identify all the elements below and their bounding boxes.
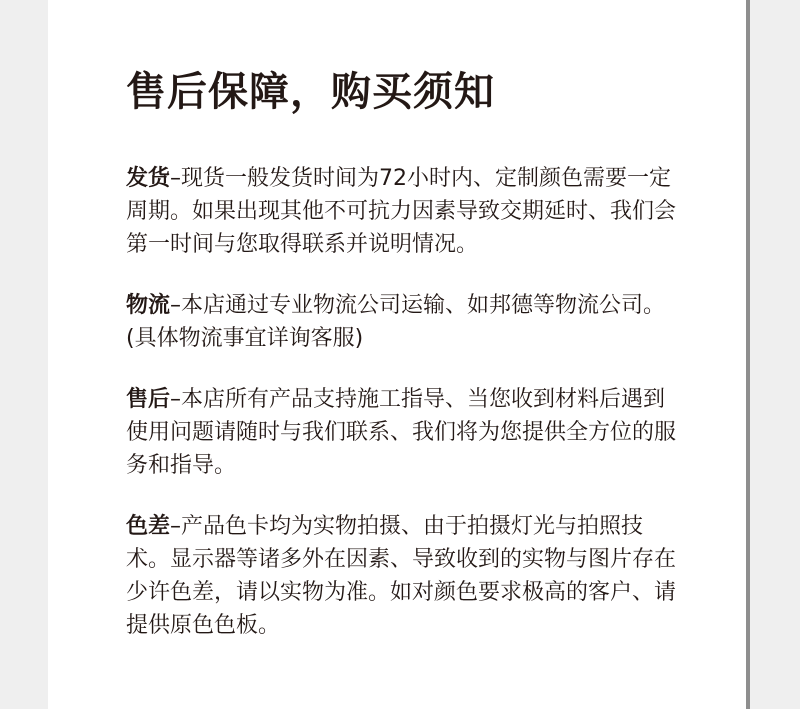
section-color-difference bbox=[126, 510, 686, 642]
section-text-color-difference: 产品色卡均为实物拍摄、由于拍摄灯光与拍照技术。显示器等诸多外在因素、导致收到的实物与图片存在少许色差，请以实物为准。如对颜色要求极高的客户、请提供原色色板。 bbox=[126, 514, 677, 638]
section-text-logistics: 本店通过专业物流公司运输、如邦德等物流公司。(具体物流事宜详询客服) bbox=[126, 293, 666, 351]
section-separator: – bbox=[170, 166, 182, 191]
section-shipping bbox=[126, 162, 686, 261]
section-text-after-sales: 本店所有产品支持施工指导、当您收到材料后遇到使用问题请随时与我们联系、我们将为您提供全方位的服务和指导。 bbox=[126, 387, 677, 478]
page-title: 售后保障，购买须知 bbox=[126, 69, 495, 115]
section-separator: – bbox=[170, 293, 182, 318]
section-separator: – bbox=[170, 387, 182, 412]
section-label-after-sales: 售后 bbox=[126, 387, 171, 412]
section-after-sales bbox=[126, 383, 686, 482]
section-label-color-difference: 色差 bbox=[126, 514, 171, 539]
content-page bbox=[48, 0, 746, 709]
page-edge-divider bbox=[746, 0, 750, 709]
notice-sections bbox=[126, 162, 686, 670]
section-separator: – bbox=[170, 514, 182, 539]
section-label-shipping: 发货 bbox=[126, 166, 171, 191]
section-logistics bbox=[126, 289, 686, 355]
section-label-logistics: 物流 bbox=[126, 293, 171, 318]
section-text-shipping: 现货一般发货时间为72小时内、定制颜色需要一定周期。如果出现其他不可抗力因素导致交期延时、我们会第一时间与您取得联系并说明情况。 bbox=[126, 166, 677, 257]
